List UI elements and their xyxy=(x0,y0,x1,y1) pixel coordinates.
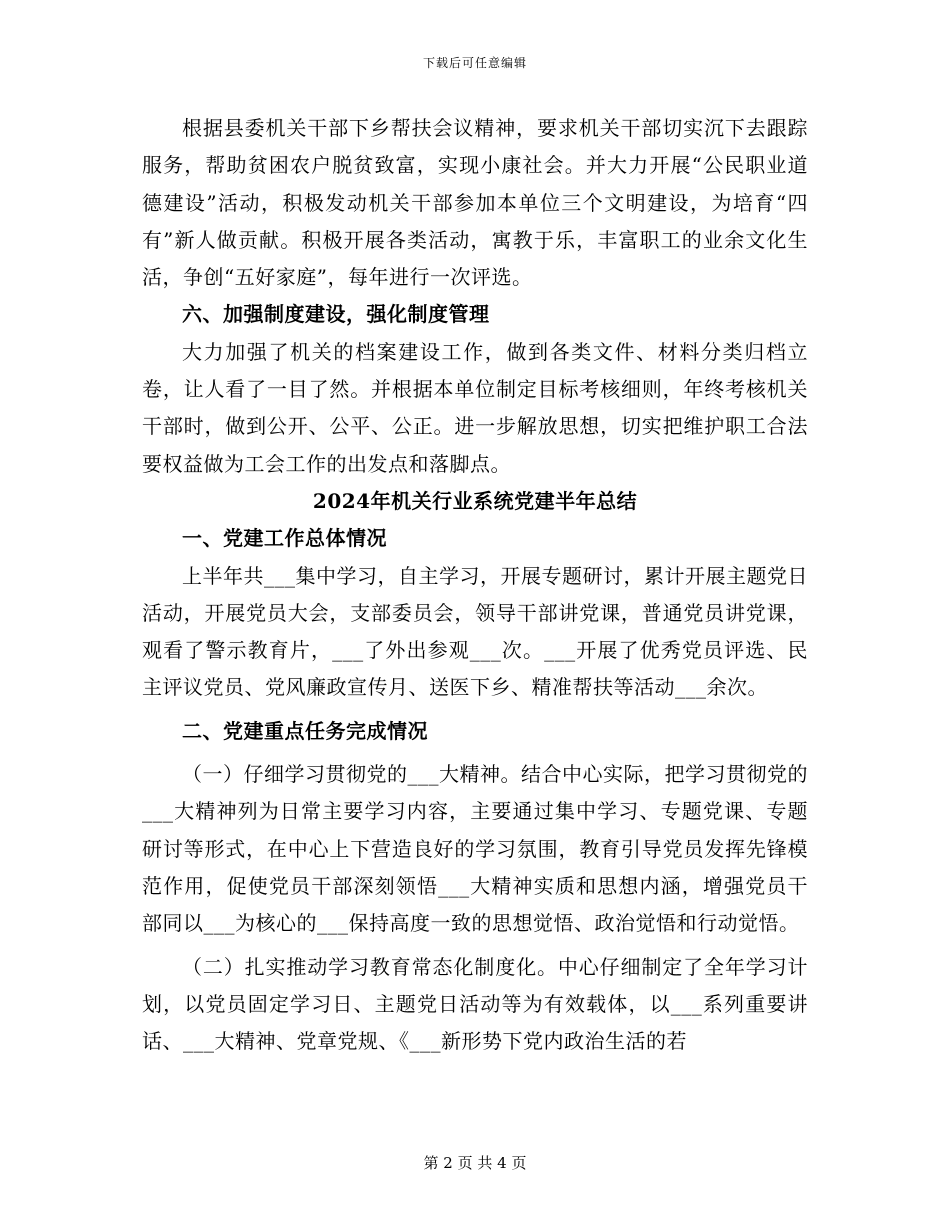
section-heading-six: 六、加强制度建设，强化制度管理 xyxy=(182,302,490,327)
section-heading-one: 一、党建工作总体情况 xyxy=(182,526,387,551)
paragraph-archives: 大力加强了机关的档案建设工作，做到各类文件、材料分类归档立卷，让人看了一目了然。并根据本单位制定目标考核细则，年终考核机关干部时，做到公开、公平、公正。进一步解放思想，切实把维护职工合法要权益做为工会工作的出发点和落脚点。 xyxy=(142,339,808,476)
page-header-note: 下载后可任意编辑 xyxy=(422,56,527,70)
page-number: 第 2 页 共 4 页 xyxy=(423,1154,527,1172)
document-title: 2024年机关行业系统党建半年总结 xyxy=(312,488,638,513)
paragraph-activities: 根据县委机关干部下乡帮扶会议精神，要求机关干部切实沉下去跟踪服务，帮助贫困农户脱贫致富，实现小康社会。并大力开展“公民职业道德建设”活动，积极发动机关干部参加本单位三个文明建设，为培育“四有”新人做贡献。积极开展各类活动，寓教于乐，丰富职工的业余文化生活，争创“五好家庭”，每年进行一次评选。 xyxy=(142,116,808,290)
paragraph-normalization: （二）扎实推动学习教育常态化制度化。中心仔细制定了全年学习计划，以党员固定学习日、主题党日活动等为有效载体，以___系列重要讲话、___大精神、党章党规、《___新形势下党内政治生活的若 xyxy=(142,954,808,1054)
section-heading-two: 二、党建重点任务完成情况 xyxy=(182,718,428,743)
paragraph-overview: 上半年共___集中学习，自主学习，开展专题研讨，累计开展主题党日活动，开展党员大会，支部委员会，领导干部讲党课，普通党员讲党课，观看了警示教育片，___了外出参观___次。___开展了优秀党员评选、民主评议党员、党风廉政宣传月、送医下乡、精准帮扶等活动___余次。 xyxy=(142,563,808,700)
document-body xyxy=(142,110,808,1060)
paragraph-study-spirit: （一）仔细学习贯彻党的___大精神。结合中心实际，把学习贯彻党的___大精神列为日常主要学习内容，主要通过集中学习、专题党课、专题研讨等形式，在中心上下营造良好的学习氛围，教育引导党员发挥先锋模范作用，促使党员干部深刻领悟___大精神实质和思想内涵，增强党员干部同以___为核心的___保持高度一致的思想觉悟、政治觉悟和行动觉悟。 xyxy=(142,762,808,936)
